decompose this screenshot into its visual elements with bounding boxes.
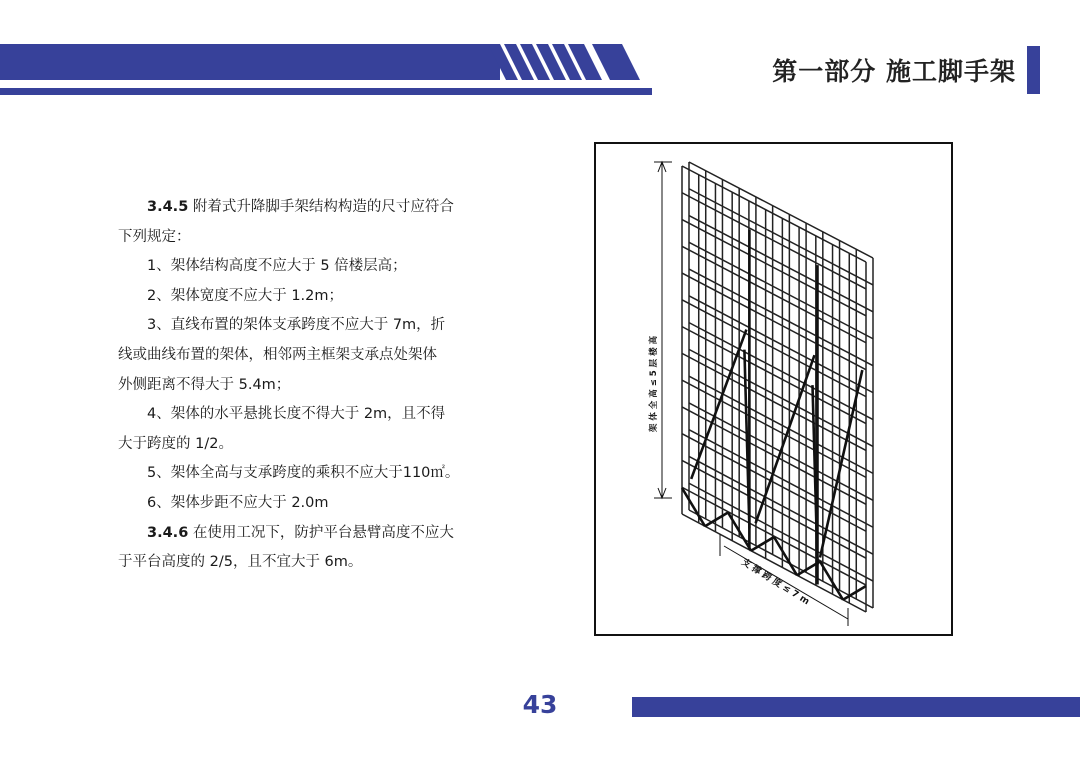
list-item-6: 6、架体步距不应大于 2.0m: [147, 494, 329, 511]
list-item-4-continued: 大于跨度的 1/2。: [118, 435, 233, 452]
header-stripes: [488, 44, 648, 80]
header-band: [0, 44, 500, 80]
page-number: 43: [522, 690, 558, 719]
list-item-4: 4、架体的水平悬挑长度不得大于 2m，且不得: [147, 406, 446, 423]
section-title: 第一部分 施工脚手架: [772, 57, 1016, 86]
clause-text-continued: 于平台高度的 2/5，且不宜大于 6m。: [118, 554, 363, 571]
clause-text: 附着式升降脚手架结构构造的尺寸应符合: [188, 199, 454, 215]
header-marker: [1027, 46, 1040, 94]
height-dimension-label: 架 体 全 高 ≤ 5 层 楼 高: [649, 335, 659, 433]
body-text: [118, 193, 496, 578]
list-item-1: 1、架体结构高度不应大于 5 倍楼层高；: [147, 258, 407, 275]
list-item-3-continued: 线或曲线布置的架体，相邻两主框架支承点处架体: [118, 346, 437, 363]
scaffold-drawing: [596, 144, 951, 634]
paragraph-3-4-5: [118, 193, 496, 223]
footer-bar: [632, 697, 1080, 717]
span-dimension-label: 支 撑 跨 度 ≤ 7 m: [739, 557, 811, 608]
list-item-5: 5、架体全高与支承跨度的乘积不应大于110㎡。: [147, 465, 460, 482]
header-thin-bar: [0, 88, 652, 95]
clause-number: 3.4.5: [147, 199, 189, 215]
clause-text-continued: 下列规定：: [118, 228, 191, 245]
scaffold-ledger-inner: [689, 162, 873, 258]
clause-text: 在使用工况下，防护平台悬臂高度不应大: [188, 524, 454, 541]
clause-number: 3.4.6: [147, 524, 189, 541]
scaffold-ledger-inner: [689, 510, 873, 608]
list-item-3: 3、直线布置的架体支承跨度不应大于 7m，折: [147, 317, 446, 334]
paragraph-3-4-6: [118, 519, 496, 549]
scaffold-figure: [594, 142, 953, 636]
list-item-3-continued: 外侧距离不得大于 5.4m；: [118, 376, 291, 393]
list-item-2: 2、架体宽度不应大于 1.2m；: [147, 287, 344, 304]
scaffold-ledger: [682, 166, 866, 262]
